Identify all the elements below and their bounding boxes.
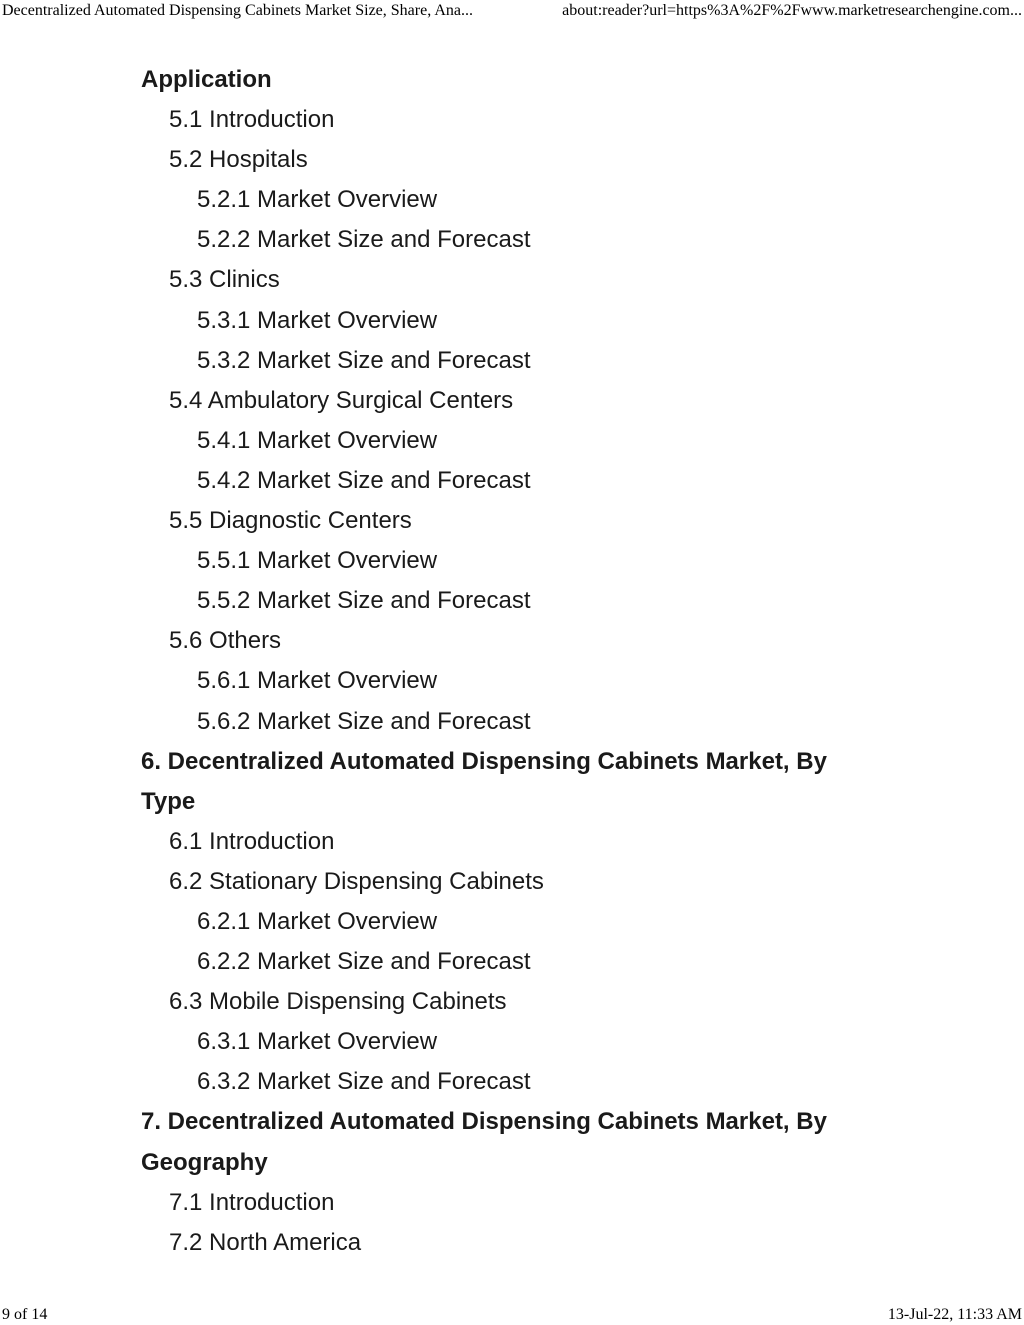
toc-heading: 6. Decentralized Automated Dispensing Cabinets Market, By Type xyxy=(141,747,827,815)
toc-item: 7.2 North America xyxy=(169,1228,362,1256)
toc-item: 5.5 Diagnostic Centers xyxy=(169,507,412,535)
toc-subitem: 5.4.2 Market Size and Forecast xyxy=(197,466,531,494)
toc-subitem: 6.2.1 Market Overview xyxy=(197,907,438,935)
toc-item: 7.1 Introduction xyxy=(169,1188,335,1216)
toc-heading: Application xyxy=(141,66,272,93)
toc-item: 5.1 Introduction xyxy=(169,106,335,134)
page-number: 9 of 14 xyxy=(2,1306,48,1323)
toc-subitem: 6.3.2 Market Size and Forecast xyxy=(197,1068,531,1096)
toc-subitem: 5.6.1 Market Overview xyxy=(197,667,438,695)
toc-subitem: 5.2.2 Market Size and Forecast xyxy=(197,226,531,254)
toc-subitem: 5.5.1 Market Overview xyxy=(197,547,438,575)
toc-subitem: 6.2.2 Market Size and Forecast xyxy=(197,948,531,976)
table-of-contents xyxy=(141,60,881,1263)
toc-subitem: 5.3.2 Market Size and Forecast xyxy=(197,346,531,374)
print-header xyxy=(0,0,1024,24)
page-url: about:reader?url=https%3A%2F%2Fwww.marketresearchengine.com... xyxy=(562,2,1022,19)
toc-item: 5.4 Ambulatory Surgical Centers xyxy=(169,386,514,414)
toc-item: 6.3 Mobile Dispensing Cabinets xyxy=(169,988,507,1016)
toc-subitem: 5.4.1 Market Overview xyxy=(197,426,438,454)
toc-item: 6.2 Stationary Dispensing Cabinets xyxy=(169,867,544,895)
toc-item: 5.2 Hospitals xyxy=(169,146,308,174)
page-title: Decentralized Automated Dispensing Cabinets Market Size, Share, Ana... xyxy=(2,2,473,19)
toc-item: 5.3 Clinics xyxy=(169,266,280,294)
toc-subitem: 5.5.2 Market Size and Forecast xyxy=(197,587,531,615)
toc-subitem: 6.3.1 Market Overview xyxy=(197,1028,438,1056)
toc-subitem: 5.3.1 Market Overview xyxy=(197,306,438,334)
toc-subitem: 5.6.2 Market Size and Forecast xyxy=(197,707,531,735)
toc-item: 5.6 Others xyxy=(169,627,282,655)
toc-subitem: 5.2.1 Market Overview xyxy=(197,186,438,214)
print-footer xyxy=(0,1305,1024,1325)
print-timestamp: 13-Jul-22, 11:33 AM xyxy=(887,1306,1022,1323)
toc-heading: 7. Decentralized Automated Dispensing Cabinets Market, By Geography xyxy=(141,1108,827,1176)
toc-item: 6.1 Introduction xyxy=(169,827,335,855)
